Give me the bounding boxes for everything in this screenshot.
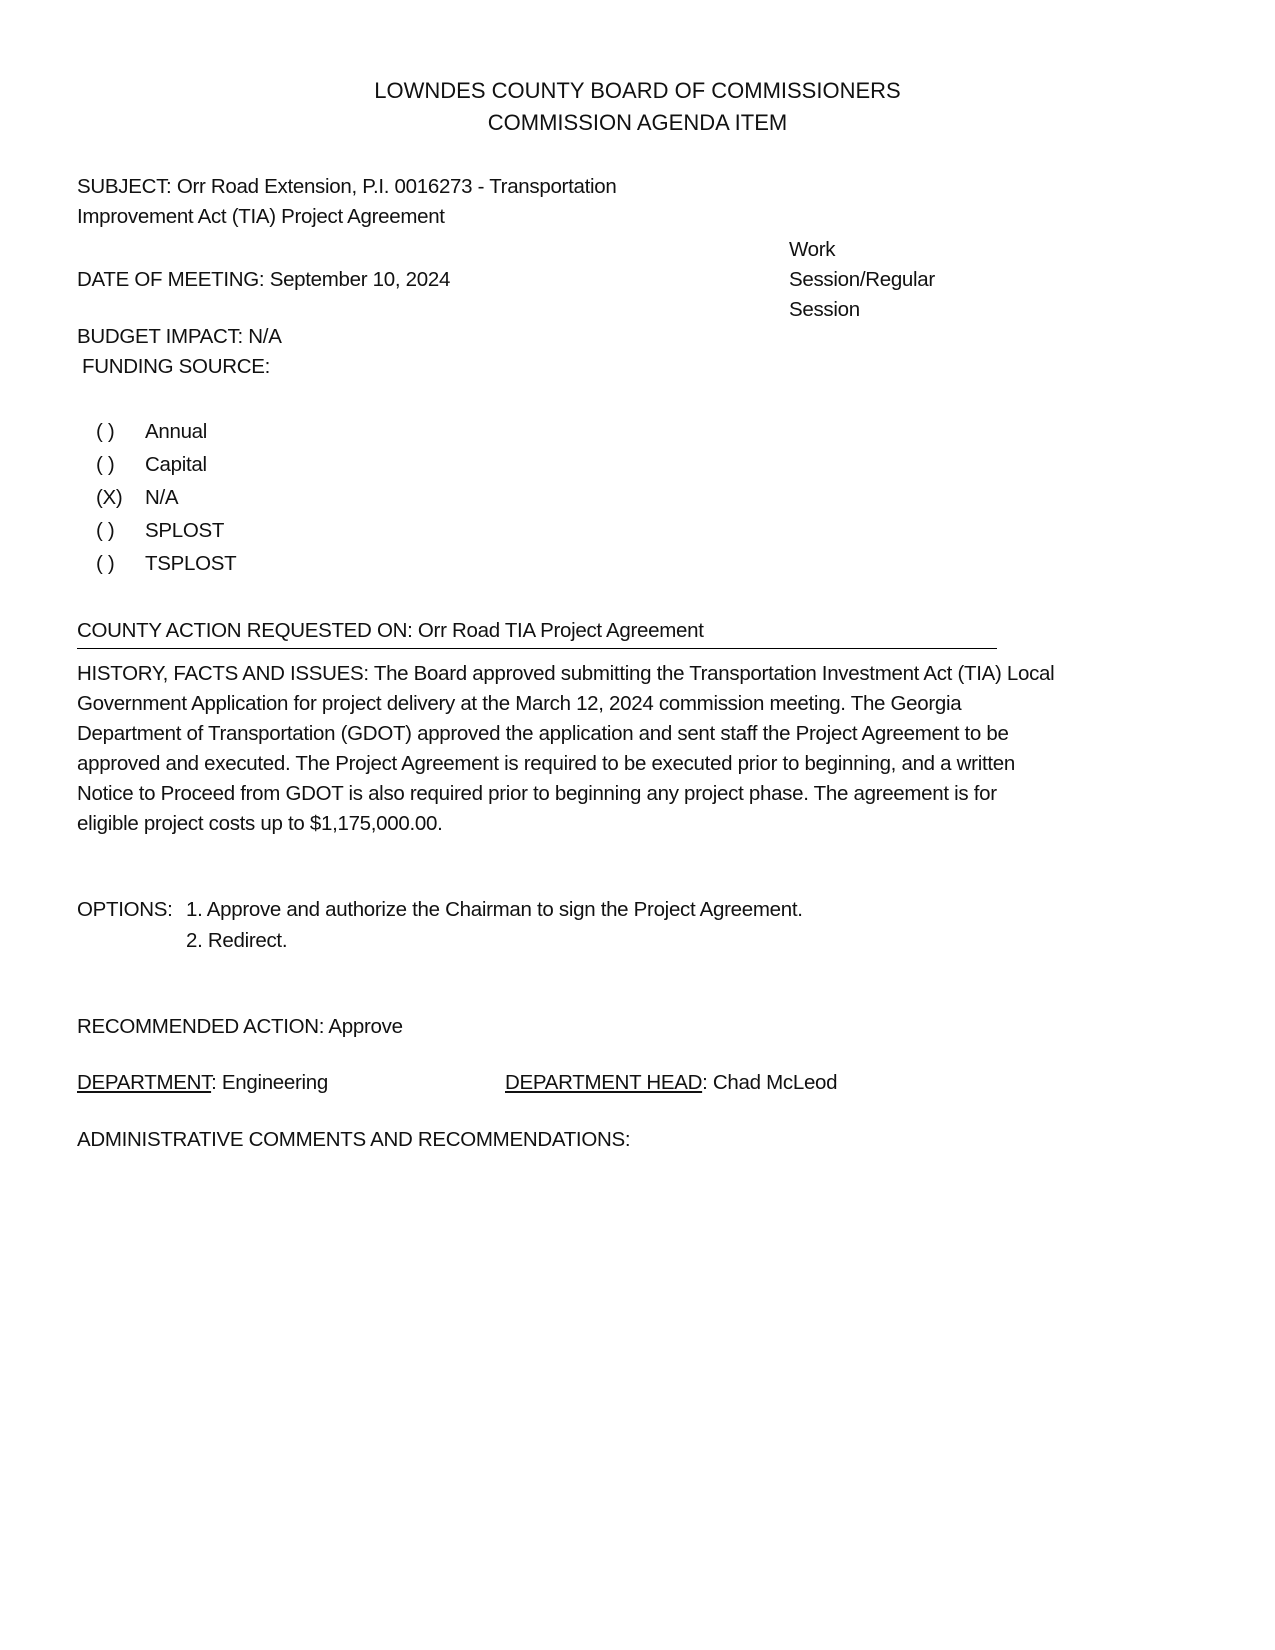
department-label: DEPARTMENT [77, 1071, 212, 1094]
session-type-line: Session [789, 298, 860, 321]
option-item: 1. Approve and authorize the Chairman to sign the Project Agreement. [186, 898, 803, 921]
county-action-requested: COUNTY ACTION REQUESTED ON: Orr Road TIA Project Agreement [77, 619, 704, 642]
funding-source-label: FUNDING SOURCE: [82, 355, 270, 378]
funding-option-label: TSPLOST [145, 552, 237, 575]
meeting-date: DATE OF MEETING: September 10, 2024 [77, 268, 451, 291]
funding-mark: ( ) [96, 519, 115, 542]
history-line: Government Application for project delivery at the March 12, 2024 commission meeting. The Georgia [77, 692, 962, 715]
subject-line-2: Improvement Act (TIA) Project Agreement [77, 205, 445, 228]
session-type-line: Work [789, 238, 836, 261]
department [77, 1071, 328, 1095]
funding-mark: ( ) [96, 552, 115, 575]
history-line: Department of Transportation (GDOT) approved the application and sent staff the Project Agreement to be [77, 722, 1009, 745]
funding-option-label: Capital [145, 453, 207, 476]
history-line: HISTORY, FACTS AND ISSUES: The Board approved submitting the Transportation Investment Act (TIA) Local [77, 662, 1055, 685]
option-item: 2. Redirect. [186, 929, 288, 952]
document-title: LOWNDES COUNTY BOARD OF COMMISSIONERS [374, 78, 901, 103]
recommended-action: RECOMMENDED ACTION: Approve [77, 1015, 403, 1038]
document-subtitle: COMMISSION AGENDA ITEM [487, 110, 788, 135]
funding-mark: ( ) [96, 453, 115, 476]
subject-line-1: SUBJECT: Orr Road Extension, P.I. 0016273 - Transportation [77, 175, 617, 198]
department-head-label: DEPARTMENT HEAD [505, 1071, 703, 1094]
funding-option-label: N/A [145, 486, 179, 509]
department-head [505, 1071, 837, 1095]
department-value: : Engineering [211, 1071, 328, 1094]
history-line: approved and executed. The Project Agreement is required to be executed prior to beginning, and a written [77, 752, 1015, 775]
history-line: eligible project costs up to $1,175,000.00. [77, 812, 443, 835]
divider-line [77, 648, 997, 649]
funding-mark: (X) [96, 486, 123, 509]
budget-impact: BUDGET IMPACT: N/A [77, 325, 282, 348]
history-line: Notice to Proceed from GDOT is also required prior to beginning any project phase. The agreement is for [77, 782, 997, 805]
options-label: OPTIONS: [77, 898, 173, 921]
funding-mark: ( ) [96, 420, 115, 443]
administrative-comments: ADMINISTRATIVE COMMENTS AND RECOMMENDATIONS: [77, 1128, 631, 1151]
funding-option-label: SPLOST [145, 519, 225, 542]
session-type-line: Session/Regular [789, 268, 935, 291]
department-head-value: : Chad McLeod [702, 1071, 838, 1094]
funding-option-label: Annual [145, 420, 208, 443]
